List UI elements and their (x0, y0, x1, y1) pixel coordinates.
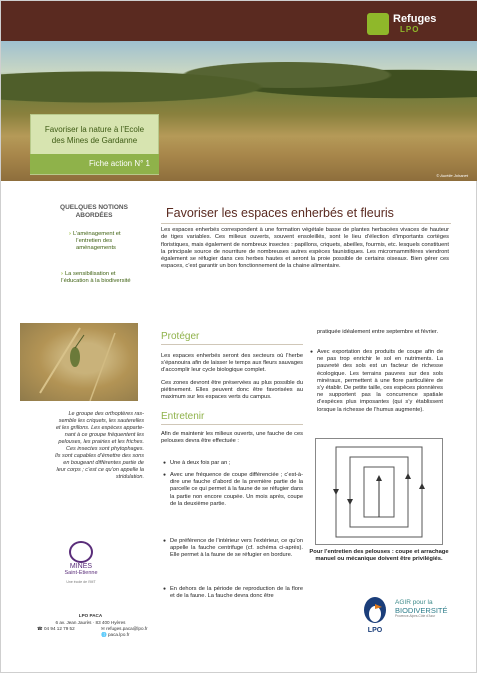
arrow-icon: › (61, 271, 63, 277)
header-bar (1, 1, 477, 41)
entretenir-continued: pratiquée idéalement entre septembre et février. (317, 329, 439, 335)
section-divider (161, 344, 303, 345)
notion-item: › La sensibilisation et l’éducation à la biodiversité (61, 271, 131, 284)
section-divider (161, 424, 303, 425)
fiche-number: Fiche action N° 1 (30, 154, 159, 174)
section-heading-proteger: Protéger (161, 331, 200, 342)
grasshopper-icon (20, 323, 138, 401)
title-divider (161, 223, 451, 224)
banner-title: Favoriser la nature à l’Ecole des Mines de Gardanne (44, 125, 145, 145)
email-link[interactable]: ✉ refuges.paca@lpo.fr (101, 626, 148, 631)
mines-emblem-icon (69, 541, 93, 563)
bullet-item: ● En dehors de la période de reproduction de la flore et de la faune. La fauche devra donc être (163, 586, 303, 600)
grasshopper-photo (20, 323, 138, 401)
proteger-p2: Ces zones devront être préservées au plus possible du piétinement. Elles peuvent donc être favorisées au maximum sur les espaces verts du campus. (161, 380, 303, 401)
refuges-lpo-logo (367, 13, 453, 37)
orthoptera-caption: Le groupe des orthoptères ras- semble les criquets, les sauterelles et les grillons. Les espèces apparte- nant à ce groupe fréquentent les pelouses, les prairies et les friches. Ces insectes sont phytophages. Ils sont capables d’émettre des sons en bougeant différentes partie de leur corps ; c’est ce qu’on appelle la stridulation. (55, 411, 144, 480)
proteger-p1: Les espaces enherbés seront des secteurs où l’herbe s’épanouira afin de laisser le temps aux fleurs sauvages d’accomplir leur cycle biologique complet. (161, 353, 303, 374)
lpo-logo: LPO (360, 594, 390, 636)
notions-heading: QUELQUES NOTIONS ABORDÉES (60, 204, 128, 219)
logo-sub: LPO (400, 25, 420, 34)
contact-block: LPO PACA 6 av. Jean Jaurès · 83 400 Hyères ☎ 04 94 12 79 52 ✉ refuges.paca@lpo.fr 🌐 paca.lpo.fr (37, 613, 148, 637)
diagram-caption: Pour l’entretien des pelouses : coupe et arrachage manuel ou mécanique doivent être privilégiés. (309, 549, 449, 563)
notion-item: › L’aménagement et l’entretien des aménagements (69, 231, 121, 251)
bullet-item: ● Avec exportation des produits de coupe afin de ne pas trop enrichir le sol en nutriments. La pauvreté des sols est un facteur de richesse écologique. Les terrains pauvres sur des sols minéraux, permettent à une flore particulière de s’y établir. De petite taille, ces espèces pionnières ne supportent pas la concurrence spatiale d’espèces plus imposantes (qui s’y établissent lorsque la richesse de l’humus augmente). (310, 349, 443, 414)
website-link[interactable]: 🌐 paca.lpo.fr (101, 632, 130, 637)
centrifugal-mowing-diagram (315, 438, 443, 545)
arrow-icon: › (69, 231, 71, 237)
section-heading-entretenir: Entretenir (161, 411, 205, 422)
page-title: Favoriser les espaces enherbés et fleuris (166, 206, 394, 220)
bullet-item: ● Une à deux fois par an ; (163, 460, 303, 467)
photo-credit: © Aurélie Johanet (436, 173, 468, 178)
intro-text: Les espaces enherbés correspondent à une formation végétale basse de plantes herbacées vivaces de hauteur de tiges variables. Ces milieux ouverts, souvent ensoleillés, sont le lieu d’élection d’importants cortèges floristiques, mais également de nombreux insectes : papillons, criquets, abeilles, fourmis, etc. lesquels constituent la principale source de nourriture de nombreuses autres espèces faunistiques. Les micromammifères viendront également se réfugier dans ces herbes hautes et seront la proie possible de certains oiseaux. Bien gérer ces espaces, c’est garantir un bon fonctionnement de la chaine alimentaire. (161, 227, 449, 270)
mines-logo: MINES Saint-Etienne Une école de l’IMT (51, 541, 111, 584)
phone-number: ☎ 04 94 12 79 52 (37, 626, 75, 631)
mowing-path-icon (316, 439, 442, 544)
logo-name: Refuges (393, 13, 437, 25)
leaf-icon (367, 13, 389, 35)
bullet-item: ● Avec une fréquence de coupe différenciée ; c’est-à-dire une fauche d’abord de la première partie de la parcelle ce qui permet à la faune de se réfugier dans la partie non encore coupée. Un mois après, coupe de la deuxième partie. (163, 472, 303, 508)
tree-line (1, 51, 477, 111)
entretenir-p1: Afin de maintenir les milieux ouverts, une fauche de ces pelouses devra être effectuée : (161, 431, 303, 445)
agir-biodiversite-logo: AGIR pour la BIODIVERSITÉ Provence-Alpes-Côte d’Azur (395, 599, 448, 618)
bullet-item: ● De préférence de l’intérieur vers l’extérieur, ce qu’on appelle la fauche centrifuge (cf. schéma ci-après). Elle permet à la faune de se réfugier en bordure. (163, 538, 303, 560)
